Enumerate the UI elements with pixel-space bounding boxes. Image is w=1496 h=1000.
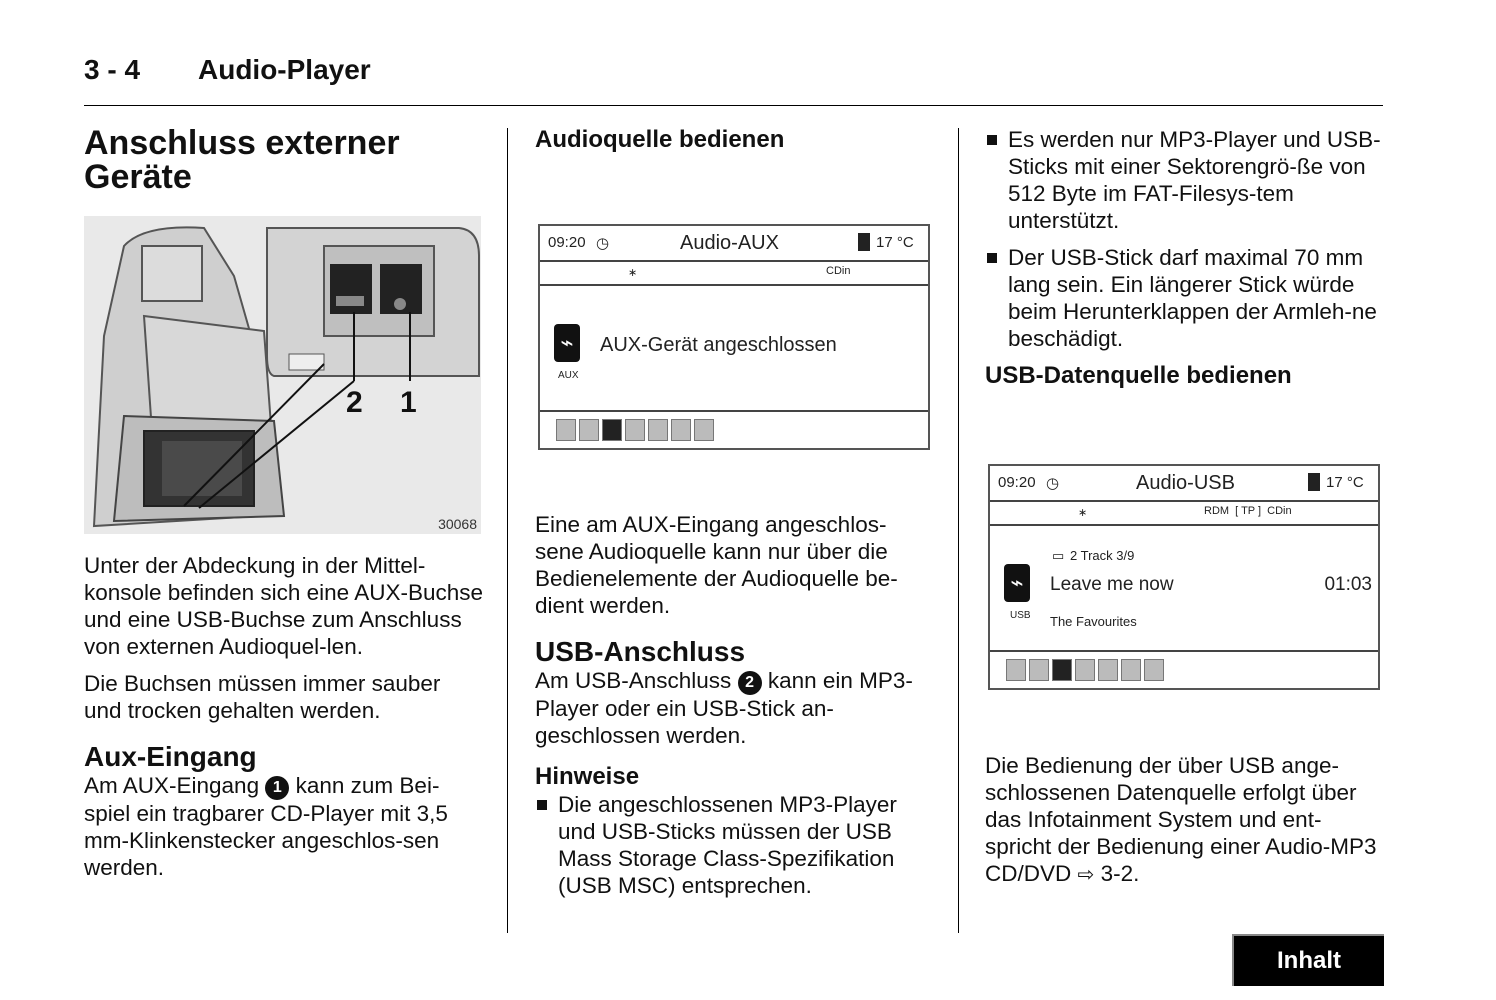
aux-status-right: CDin — [826, 265, 851, 277]
nav-icon — [1075, 659, 1095, 681]
cross-reference-page[interactable]: 3-2. — [1100, 861, 1140, 886]
usb-screen-title: Audio-USB — [1136, 472, 1235, 494]
usb-time: 09:20 — [998, 474, 1036, 491]
usb-datenquelle-heading: USB-Datenquelle bedienen — [985, 362, 1292, 389]
usb-screen-statusbar — [990, 502, 1378, 526]
clock-icon: ◷ — [596, 235, 610, 252]
aux-marker: 1 — [265, 776, 289, 800]
usb-folder-track: 2 Track 3/9 — [1070, 548, 1135, 563]
aux-text-a: Am AUX-Eingang — [84, 773, 260, 798]
bluetooth-icon: ∗ — [1078, 507, 1088, 519]
section-heading-line1: Anschluss externer — [84, 124, 400, 162]
aux-message: AUX-Gerät angeschlossen — [600, 334, 837, 356]
page-number: 3 - 4 — [84, 54, 141, 85]
usb-heading: USB-Anschluss — [535, 636, 746, 667]
column-1 — [84, 126, 484, 194]
aux-temperature: 17 °C — [876, 234, 914, 251]
phone-icon — [556, 419, 576, 441]
usb-screen-titlebar — [990, 466, 1378, 502]
intro-paragraph: Unter der Abdeckung in der Mittel-konsole befinden sich eine AUX-Buchse und eine USB-Buchse zum Anschluss von externen Audioquel-len. — [84, 553, 484, 659]
bluetooth-icon: ∗ — [628, 267, 638, 279]
section-heading — [84, 126, 484, 194]
aux-screen-softkeys — [540, 410, 928, 448]
aux-icon — [602, 419, 622, 441]
console-illustration — [84, 216, 481, 534]
list-item-text: Es werden nur MP3-Player und USB-Sticks mit einer Sektorengrö-ße von 512 Byte im FAT-Filesys-tem unterstützt. — [1008, 127, 1381, 233]
aux-operation-paragraph: Eine am AUX-Eingang angeschlos-sene Audioquelle kann nur über die Bedienelemente der Audioquelle be-dient werden. — [535, 512, 898, 618]
chapter-title: Audio-Player — [198, 54, 371, 85]
column-3-text — [985, 752, 1385, 899]
thermometer-icon — [1308, 473, 1320, 491]
care-paragraph: Die Buchsen müssen immer sauber und trocken gehalten werden. — [84, 671, 441, 723]
callout-2: 2 — [346, 386, 363, 419]
cd-icon — [579, 419, 599, 441]
thermometer-icon — [858, 233, 870, 251]
usb-icon — [1052, 659, 1072, 681]
list-item — [535, 791, 935, 899]
callout-1: 1 — [400, 386, 417, 419]
usb-source-label: USB — [1010, 610, 1031, 621]
aux-screen-titlebar — [540, 226, 928, 262]
aux-screen-title: Audio-AUX — [680, 232, 779, 254]
column-2-top — [535, 126, 935, 154]
figure-number: 30068 — [438, 516, 477, 532]
speaker-icon — [1098, 659, 1118, 681]
hinweise-list — [535, 791, 935, 899]
section-heading-line2: Geräte — [84, 158, 192, 196]
usb-text-a: Am USB-Anschluss — [535, 668, 732, 693]
column-2-text — [535, 511, 935, 909]
aux-screen-statusbar — [540, 262, 928, 286]
list-item-text: Die angeschlossenen MP3-Player und USB-Sticks müssen der USB Mass Storage Class-Spezifikation (USB MSC) entsprechen. — [558, 792, 897, 898]
aux-paragraph — [84, 772, 484, 881]
usb-temperature: 17 °C — [1326, 474, 1364, 491]
folder-icon: ▭ — [1052, 548, 1065, 563]
aux-time: 09:20 — [548, 234, 586, 251]
phone-book-icon — [1144, 659, 1164, 681]
bullet-icon — [987, 253, 997, 263]
usb-operation-paragraph — [985, 752, 1385, 889]
usb-artist: The Favourites — [1050, 614, 1137, 629]
usb-paragraph — [535, 667, 935, 749]
column-separator-1 — [507, 128, 508, 933]
nav-icon — [625, 419, 645, 441]
settings-icon — [1121, 659, 1141, 681]
phone-icon — [1006, 659, 1026, 681]
aux-source-icon: ⌁ — [554, 324, 580, 362]
aux-source-label: AUX — [558, 370, 579, 381]
audioquelle-heading: Audioquelle bedienen — [535, 126, 785, 153]
aux-heading: Aux-Eingang — [84, 741, 257, 772]
usb-operation-text: Die Bedienung der über USB ange-schlossenen Datenquelle erfolgt über das Infotainment System und ent-spricht der Bedienung einer Audio-MP3 CD/DVD — [985, 753, 1377, 886]
aux-text-b: kann zum Bei-spiel ein tragbarer CD-Player mit 3,5 mm-Klinkenstecker angeschlos-sen werden. — [84, 773, 448, 880]
cross-reference-arrow-icon: ⇨ — [1077, 864, 1095, 886]
contents-button[interactable]: Inhalt — [1232, 934, 1384, 986]
usb-text-b: kann ein MP3-Player oder ein USB-Stick an-geschlossen werden. — [535, 668, 913, 748]
phone-book-icon — [694, 419, 714, 441]
usb-screen-softkeys — [990, 650, 1378, 688]
hinweise-heading: Hinweise — [535, 763, 640, 790]
usb-marker: 2 — [738, 671, 762, 695]
column-separator-2 — [958, 128, 959, 933]
requirements-list — [985, 126, 1385, 352]
usb-song-title: Leave me now — [1050, 574, 1174, 595]
usb-status-right: RDM [ TP ] CDin — [1204, 505, 1292, 517]
usb-source-icon: ⌁ — [1004, 564, 1030, 602]
console-figure — [84, 216, 481, 534]
clock-icon: ◷ — [1046, 475, 1060, 492]
list-item — [985, 126, 1385, 234]
list-item — [985, 244, 1385, 352]
settings-icon — [671, 419, 691, 441]
bullet-icon — [537, 800, 547, 810]
cd-icon — [1029, 659, 1049, 681]
list-item-text: Der USB-Stick darf maximal 70 mm lang sein. Ein längerer Stick würde beim Herunterklappen der Armleh-ne beschädigt. — [1008, 245, 1377, 351]
speaker-icon — [648, 419, 668, 441]
header-rule — [84, 105, 1383, 106]
usb-elapsed-time: 01:03 — [1324, 574, 1372, 595]
bullet-icon — [987, 135, 997, 145]
column-3-top — [985, 126, 1385, 390]
aux-screen — [538, 224, 930, 450]
usb-screen — [988, 464, 1380, 690]
column-1-text — [84, 552, 484, 891]
